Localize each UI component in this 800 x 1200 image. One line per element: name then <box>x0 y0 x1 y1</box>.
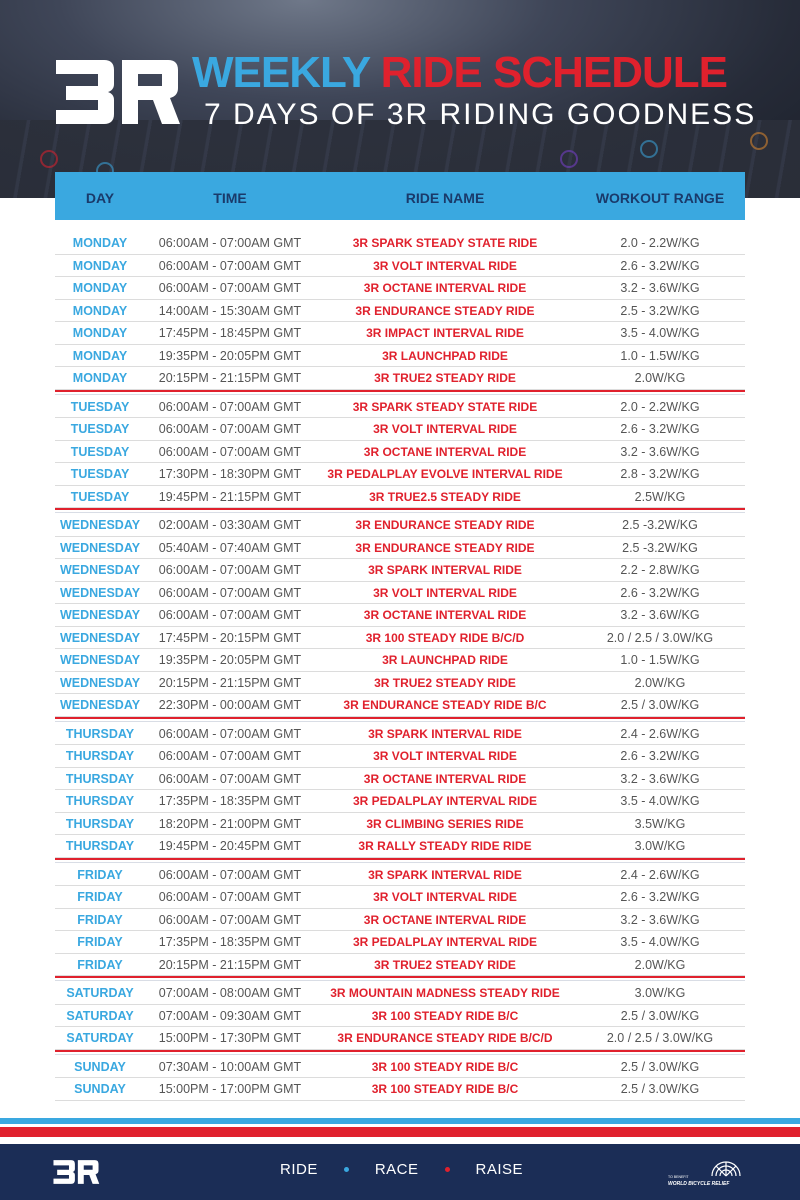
workout-range-cell: 2.5 / 3.0W/KG <box>620 1082 700 1096</box>
ride-name-cell: 3R 100 STEADY RIDE B/C <box>371 1059 519 1074</box>
time-cell: 06:00AM - 07:00AM GMT <box>158 726 302 741</box>
time-cell: 17:45PM - 18:45PM GMT <box>158 326 302 340</box>
table-row <box>55 723 745 746</box>
day-cell: MONDAY <box>72 258 128 273</box>
title-weekly: WEEKLY <box>192 48 381 97</box>
table-row <box>55 441 745 464</box>
workout-range-cell: 2.0W/KG <box>634 957 686 972</box>
tagline-raise: RAISE <box>475 1160 524 1178</box>
sponsor-line-1: TO BENEFIT <box>668 1175 689 1179</box>
table-row <box>55 396 745 419</box>
day-cell: THURSDAY <box>65 726 135 741</box>
table-row <box>55 300 745 323</box>
sponsor-line-2: WORLD BICYCLE RELIEF <box>668 1181 730 1187</box>
day-cell: WEDNESDAY <box>59 698 141 712</box>
time-cell: 06:00AM - 07:00AM GMT <box>158 444 302 459</box>
day-cell: FRIDAY <box>77 912 123 927</box>
workout-range-cell: 2.0W/KG <box>634 675 686 690</box>
table-row <box>55 255 745 278</box>
day-cell: THURSDAY <box>65 839 135 853</box>
time-cell: 06:00AM - 07:00AM GMT <box>158 399 302 414</box>
table-row <box>55 367 745 390</box>
day-cell: WEDNESDAY <box>59 653 141 667</box>
time-cell: 19:35PM - 20:05PM GMT <box>158 348 302 363</box>
table-row <box>55 864 745 887</box>
table-row <box>55 627 745 650</box>
table-row <box>55 835 745 858</box>
rider-wheel-decoration <box>560 150 578 168</box>
workout-range-cell: 2.6 - 3.2W/KG <box>620 422 700 436</box>
ride-name-cell: 3R VOLT INTERVAL RIDE <box>373 585 517 600</box>
page-title <box>192 50 772 96</box>
time-cell: 02:00AM - 03:30AM GMT <box>158 518 302 532</box>
workout-range-cell: 2.5 -3.2W/KG <box>622 518 698 532</box>
day-cell: WEDNESDAY <box>59 608 141 622</box>
3r-logo <box>52 56 182 128</box>
day-group-divider <box>55 858 745 863</box>
day-cell: MONDAY <box>72 326 128 340</box>
ride-name-cell: 3R VOLT INTERVAL RIDE <box>373 749 517 763</box>
day-cell: FRIDAY <box>77 890 123 904</box>
ride-name-cell: 3R TRUE2 STEADY RIDE <box>374 675 516 690</box>
time-cell: 05:40AM - 07:40AM GMT <box>158 540 302 555</box>
time-cell: 17:35PM - 18:35PM GMT <box>158 794 302 808</box>
day-cell: SATURDAY <box>66 986 134 1000</box>
table-row <box>55 1027 745 1050</box>
workout-range-cell: 2.0 / 2.5 / 3.0W/KG <box>606 1031 714 1045</box>
workout-range-cell: 2.4 - 2.6W/KG <box>620 726 700 741</box>
day-cell: WEDNESDAY <box>59 518 141 532</box>
day-cell: WEDNESDAY <box>59 540 141 555</box>
workout-range-cell: 2.8 - 3.2W/KG <box>620 467 700 481</box>
time-cell: 06:00AM - 07:00AM GMT <box>158 608 302 622</box>
time-cell: 06:00AM - 07:00AM GMT <box>158 236 302 250</box>
workout-range-cell: 2.0W/KG <box>634 371 686 385</box>
workout-range-cell: 2.6 - 3.2W/KG <box>620 749 700 763</box>
ride-name-cell: 3R IMPACT INTERVAL RIDE <box>366 326 524 340</box>
tagline-race: RACE <box>374 1160 419 1178</box>
day-cell: THURSDAY <box>65 794 135 808</box>
ride-name-cell: 3R ENDURANCE STEADY RIDE <box>355 540 535 555</box>
workout-range-cell: 2.6 - 3.2W/KG <box>620 585 700 600</box>
time-cell: 17:30PM - 18:30PM GMT <box>158 467 302 481</box>
workout-range-cell: 2.5 / 3.0W/KG <box>620 698 700 712</box>
workout-range-cell: 2.5 / 3.0W/KG <box>620 1059 700 1074</box>
blue-dot-icon <box>344 1167 349 1172</box>
day-group-divider <box>55 1050 745 1055</box>
day-cell: WEDNESDAY <box>59 675 141 690</box>
rider-wheel-decoration <box>40 150 58 168</box>
ride-name-cell: 3R TRUE2.5 STEADY RIDE <box>369 489 521 504</box>
day-cell: MONDAY <box>72 303 128 318</box>
table-row <box>55 982 745 1005</box>
time-cell: 06:00AM - 07:00AM GMT <box>158 749 302 763</box>
ride-name-cell: 3R OCTANE INTERVAL RIDE <box>363 771 527 786</box>
time-cell: 20:15PM - 21:15PM GMT <box>158 675 302 690</box>
day-cell: TUESDAY <box>70 399 130 414</box>
time-cell: 06:00AM - 07:00AM GMT <box>158 912 302 927</box>
time-cell: 15:00PM - 17:00PM GMT <box>158 1082 302 1096</box>
time-cell: 17:45PM - 20:15PM GMT <box>158 630 302 645</box>
table-row <box>55 909 745 932</box>
table-row <box>55 1078 745 1101</box>
table-row <box>55 486 745 509</box>
hero-banner <box>0 0 800 198</box>
table-row <box>55 463 745 486</box>
ride-name-cell: 3R ENDURANCE STEADY RIDE B/C <box>343 698 547 712</box>
time-cell: 14:00AM - 15:30AM GMT <box>158 303 302 318</box>
time-cell: 06:00AM - 07:00AM GMT <box>158 258 302 273</box>
ride-name-cell: 3R PEDALPLAY INTERVAL RIDE <box>352 935 538 949</box>
table-row <box>55 604 745 627</box>
workout-range-cell: 2.5 - 3.2W/KG <box>620 303 700 318</box>
table-row <box>55 418 745 441</box>
ride-name-cell: 3R MOUNTAIN MADNESS STEADY RIDE <box>330 986 560 1000</box>
table-row <box>55 277 745 300</box>
column-header-day: DAY <box>85 190 115 206</box>
table-row <box>55 345 745 368</box>
footer-stripes <box>0 1118 800 1144</box>
day-cell: THURSDAY <box>65 771 135 786</box>
workout-range-cell: 2.0 - 2.2W/KG <box>620 236 700 250</box>
ride-name-cell: 3R SPARK STEADY STATE RIDE <box>352 399 538 414</box>
ride-name-cell: 3R LAUNCHPAD RIDE <box>382 348 508 363</box>
ride-name-cell: 3R VOLT INTERVAL RIDE <box>373 890 517 904</box>
column-header-ride-name: RIDE NAME <box>405 190 485 206</box>
day-cell: WEDNESDAY <box>59 563 141 577</box>
workout-range-cell: 3.0W/KG <box>634 839 686 853</box>
workout-range-cell: 1.0 - 1.5W/KG <box>620 348 700 363</box>
ride-name-cell: 3R OCTANE INTERVAL RIDE <box>363 608 527 622</box>
column-header-workout-range: WORKOUT RANGE <box>595 190 725 206</box>
day-cell: TUESDAY <box>70 444 130 459</box>
day-group-divider <box>55 390 745 395</box>
table-row <box>55 813 745 836</box>
day-cell: TUESDAY <box>70 422 130 436</box>
day-cell: FRIDAY <box>77 867 123 882</box>
tagline-ride: RIDE <box>280 1160 318 1178</box>
day-cell: MONDAY <box>72 348 128 363</box>
day-cell: SUNDAY <box>74 1059 126 1074</box>
workout-range-cell: 2.5 / 3.0W/KG <box>620 1008 700 1023</box>
ride-name-cell: 3R TRUE2 STEADY RIDE <box>374 371 516 385</box>
day-cell: TUESDAY <box>70 489 130 504</box>
table-row <box>55 931 745 954</box>
time-cell: 20:15PM - 21:15PM GMT <box>158 957 302 972</box>
table-row <box>55 886 745 909</box>
workout-range-cell: 3.2 - 3.6W/KG <box>620 771 700 786</box>
schedule-table-body <box>55 232 745 1101</box>
workout-range-cell: 3.2 - 3.6W/KG <box>620 608 700 622</box>
day-cell: FRIDAY <box>77 957 123 972</box>
time-cell: 19:45PM - 20:45PM GMT <box>158 839 302 853</box>
workout-range-cell: 3.2 - 3.6W/KG <box>620 444 700 459</box>
day-cell: TUESDAY <box>70 467 130 481</box>
table-row <box>55 1005 745 1028</box>
ride-name-cell: 3R SPARK INTERVAL RIDE <box>368 563 522 577</box>
ride-name-cell: 3R LAUNCHPAD RIDE <box>382 653 508 667</box>
rider-wheel-decoration <box>750 132 768 150</box>
table-row <box>55 694 745 717</box>
title-ride-schedule: RIDE SCHEDULE <box>380 48 727 97</box>
ride-name-cell: 3R OCTANE INTERVAL RIDE <box>363 912 527 927</box>
ride-name-cell: 3R 100 STEADY RIDE B/C <box>371 1008 519 1023</box>
column-header-time: TIME <box>213 190 247 206</box>
time-cell: 06:00AM - 07:00AM GMT <box>158 281 302 295</box>
workout-range-cell: 3.5 - 4.0W/KG <box>620 326 700 340</box>
day-group-divider <box>55 717 745 722</box>
workout-range-cell: 3.0W/KG <box>634 986 686 1000</box>
ride-name-cell: 3R 100 STEADY RIDE B/C <box>371 1082 519 1096</box>
workout-range-cell: 2.0 / 2.5 / 3.0W/KG <box>606 630 714 645</box>
workout-range-cell: 2.5 -3.2W/KG <box>622 540 698 555</box>
day-cell: MONDAY <box>72 371 128 385</box>
ride-name-cell: 3R ENDURANCE STEADY RIDE <box>355 518 535 532</box>
time-cell: 07:00AM - 09:30AM GMT <box>158 1008 302 1023</box>
day-group-divider <box>55 508 745 513</box>
ride-name-cell: 3R ENDURANCE STEADY RIDE B/C/D <box>337 1031 553 1045</box>
ride-name-cell: 3R SPARK INTERVAL RIDE <box>368 726 522 741</box>
day-cell: WEDNESDAY <box>59 585 141 600</box>
table-row <box>55 559 745 582</box>
time-cell: 06:00AM - 07:00AM GMT <box>158 890 302 904</box>
day-cell: SATURDAY <box>66 1008 134 1023</box>
workout-range-cell: 2.6 - 3.2W/KG <box>620 890 700 904</box>
day-cell: THURSDAY <box>65 816 135 831</box>
red-dot-icon <box>445 1167 450 1172</box>
ride-name-cell: 3R SPARK STEADY STATE RIDE <box>352 236 538 250</box>
ride-name-cell: 3R TRUE2 STEADY RIDE <box>374 957 516 972</box>
footer-3r-logo <box>52 1158 100 1186</box>
workout-range-cell: 2.5W/KG <box>634 489 686 504</box>
ride-name-cell: 3R ENDURANCE STEADY RIDE <box>355 303 535 318</box>
time-cell: 19:35PM - 20:05PM GMT <box>158 653 302 667</box>
workout-range-cell: 2.6 - 3.2W/KG <box>620 258 700 273</box>
day-cell: FRIDAY <box>77 935 123 949</box>
time-cell: 15:00PM - 17:30PM GMT <box>158 1031 302 1045</box>
table-row <box>55 745 745 768</box>
table-row <box>55 582 745 605</box>
time-cell: 07:00AM - 08:00AM GMT <box>158 986 302 1000</box>
ride-name-cell: 3R PEDALPLAY INTERVAL RIDE <box>352 794 538 808</box>
workout-range-cell: 2.4 - 2.6W/KG <box>620 867 700 882</box>
day-cell: MONDAY <box>72 281 128 295</box>
time-cell: 20:15PM - 21:15PM GMT <box>158 371 302 385</box>
rider-wheel-decoration <box>640 140 658 158</box>
day-cell: SATURDAY <box>66 1031 134 1045</box>
workout-range-cell: 3.5 - 4.0W/KG <box>620 794 700 808</box>
workout-range-cell: 3.5W/KG <box>634 816 686 831</box>
time-cell: 19:45PM - 21:15PM GMT <box>158 489 302 504</box>
table-row <box>55 322 745 345</box>
table-header <box>55 172 745 220</box>
ride-name-cell: 3R VOLT INTERVAL RIDE <box>373 258 517 273</box>
ride-name-cell: 3R VOLT INTERVAL RIDE <box>373 422 517 436</box>
ride-name-cell: 3R CLIMBING SERIES RIDE <box>366 816 524 831</box>
footer-bar <box>0 1144 800 1200</box>
footer-tagline <box>280 1160 523 1184</box>
workout-range-cell: 3.2 - 3.6W/KG <box>620 912 700 927</box>
day-cell: WEDNESDAY <box>59 630 141 645</box>
time-cell: 07:30AM - 10:00AM GMT <box>158 1059 302 1074</box>
table-row <box>55 790 745 813</box>
time-cell: 17:35PM - 18:35PM GMT <box>158 935 302 949</box>
table-row <box>55 649 745 672</box>
time-cell: 06:00AM - 07:00AM GMT <box>158 867 302 882</box>
time-cell: 18:20PM - 21:00PM GMT <box>158 816 302 831</box>
workout-range-cell: 2.2 - 2.8W/KG <box>620 563 700 577</box>
workout-range-cell: 1.0 - 1.5W/KG <box>620 653 700 667</box>
page-subtitle: 7 DAYS OF 3R RIDING GOODNESS <box>204 98 757 131</box>
day-cell: MONDAY <box>72 236 128 250</box>
table-row <box>55 768 745 791</box>
time-cell: 22:30PM - 00:00AM GMT <box>158 698 302 712</box>
time-cell: 06:00AM - 07:00AM GMT <box>158 585 302 600</box>
time-cell: 06:00AM - 07:00AM GMT <box>158 422 302 436</box>
table-row <box>55 537 745 560</box>
table-row <box>55 232 745 255</box>
ride-name-cell: 3R OCTANE INTERVAL RIDE <box>363 444 527 459</box>
workout-range-cell: 3.5 - 4.0W/KG <box>620 935 700 949</box>
ride-name-cell: 3R 100 STEADY RIDE B/C/D <box>365 630 525 645</box>
time-cell: 06:00AM - 07:00AM GMT <box>158 563 302 577</box>
workout-range-cell: 3.2 - 3.6W/KG <box>620 281 700 295</box>
day-group-divider <box>55 976 745 981</box>
workout-range-cell: 2.0 - 2.2W/KG <box>620 399 700 414</box>
ride-name-cell: 3R OCTANE INTERVAL RIDE <box>363 281 527 295</box>
world-bicycle-relief-logo <box>668 1158 748 1188</box>
table-row <box>55 1056 745 1079</box>
day-cell: SUNDAY <box>74 1082 126 1096</box>
ride-name-cell: 3R RALLY STEADY RIDE RIDE <box>358 839 532 853</box>
table-row <box>55 954 745 977</box>
table-row <box>55 672 745 695</box>
day-cell: THURSDAY <box>65 749 135 763</box>
time-cell: 06:00AM - 07:00AM GMT <box>158 771 302 786</box>
table-row <box>55 514 745 537</box>
ride-name-cell: 3R PEDALPLAY EVOLVE INTERVAL RIDE <box>327 467 563 481</box>
ride-name-cell: 3R SPARK INTERVAL RIDE <box>368 867 522 882</box>
